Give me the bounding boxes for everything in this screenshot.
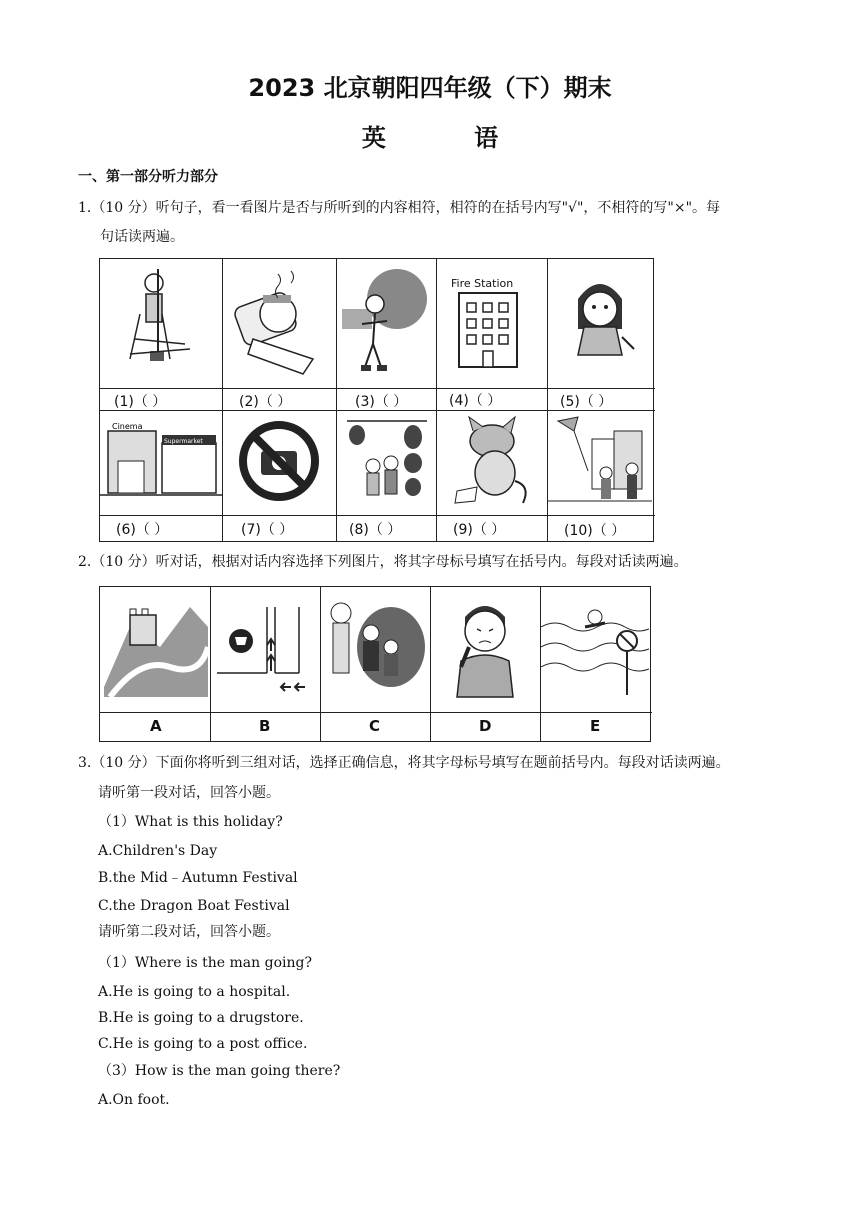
q1-instruction-line1: 1.（10 分）听句子，看一看图片是否与所听到的内容相符，相符的在括号内写"√"，不相符的写"×"。每: [78, 200, 721, 216]
q3-part2-question3: （3）How is the man going there?: [98, 1063, 341, 1079]
q1-label-cell-1: [100, 389, 223, 411]
sick-child-illustration: [223, 259, 335, 387]
q1-label-cell-4: [437, 389, 548, 411]
girl-illustration: [548, 259, 652, 387]
q1-picture-3-skating: [337, 259, 437, 389]
q1-label-6: (6)（ ）: [116, 522, 169, 538]
q1-picture-2-sick-in-bed: [223, 259, 337, 389]
family-park-illustration: [321, 587, 429, 711]
q2-label-c: C: [369, 717, 381, 735]
q2-label-cell-a: [100, 713, 211, 741]
q1-picture-grid: [99, 258, 654, 542]
q1-label-cell-8: [337, 516, 437, 541]
lanterns-children-illustration: [337, 411, 435, 515]
skating-girl-illustration: [337, 259, 435, 387]
q1-picture-1-erhu: [100, 259, 223, 389]
q2-label-cell-e: [541, 713, 652, 741]
q1-label-cell-10: [548, 516, 655, 541]
cat-illustration: [437, 411, 546, 515]
q3-part2-q1-option-a: A.He is going to a hospital.: [98, 984, 291, 1000]
q1-label-cell-5: [548, 389, 655, 411]
great-wall-illustration: [100, 587, 210, 711]
q1-picture-9-cat: [437, 411, 548, 516]
no-photo-sign-icon: [223, 411, 335, 515]
q3-part1-option-a: A.Children's Day: [98, 843, 218, 859]
street-scene-illustration: [548, 411, 652, 515]
q1-picture-5-girl: [548, 259, 655, 389]
q1-label-3: (3)（ ）: [355, 394, 408, 410]
q2-label-b: B: [259, 717, 271, 735]
fire-station-sign: Fire Station: [451, 277, 514, 290]
cinema-sign: Cinema: [112, 422, 143, 431]
q1-label-2: (2)（ ）: [239, 394, 292, 410]
q3-part1-option-c: C.the Dragon Boat Festival: [98, 898, 290, 914]
cinema-supermarket-illustration: [100, 411, 222, 515]
erhu-player-illustration: [100, 259, 222, 387]
q2-picture-b-map: [211, 587, 321, 713]
q2-picture-d-sick-boy: [431, 587, 541, 713]
q3-part2-q1-option-b: B.He is going to a drugstore.: [98, 1010, 304, 1026]
q1-label-9: (9)（ ）: [453, 522, 506, 538]
q1-label-cell-2: [223, 389, 337, 411]
q3-part2-q1-option-c: C.He is going to a post office.: [98, 1036, 308, 1052]
q1-picture-6-cinema-supermarket: [100, 411, 223, 516]
q3-part2-question1: （1）Where is the man going?: [98, 955, 312, 971]
q3-part2-intro: 请听第二段对话，回答小题。: [98, 924, 280, 940]
q2-label-d: D: [479, 717, 492, 735]
q1-picture-8-lanterns: [337, 411, 437, 516]
q1-instruction-line2: 句话读两遍。: [100, 229, 184, 245]
subject-title: 英 语: [361, 124, 539, 152]
q1-picture-10-street: [548, 411, 655, 516]
page-title: 2023 北京朝阳四年级（下）期末: [248, 74, 612, 102]
no-swimming-illustration: [541, 587, 649, 711]
fire-station-illustration: [437, 259, 546, 387]
supermarket-sign: Supermarket: [164, 438, 203, 445]
q3-part1-option-b: B.the Mid﹣Autumn Festival: [98, 870, 298, 886]
q1-label-5: (5)（ ）: [560, 394, 613, 410]
q3-part1-intro: 请听第一段对话，回答小题。: [98, 785, 280, 801]
q2-picture-c-zoo: [321, 587, 431, 713]
section-heading: 一、第一部分听力部分: [78, 169, 218, 185]
q2-label-e: E: [590, 717, 601, 735]
q2-label-a: A: [150, 717, 162, 735]
q1-label-cell-7: [223, 516, 337, 541]
q1-label-8: (8)（ ）: [349, 522, 402, 538]
q3-part2-q3-option-a: A.On foot.: [98, 1092, 170, 1108]
q1-label-cell-3: [337, 389, 437, 411]
q1-label-cell-6: [100, 516, 223, 541]
supermarket-map-icon: [211, 587, 319, 711]
q1-picture-4-fire-station: [437, 259, 548, 389]
q3-instruction: 3.（10 分）下面你将听到三组对话，选择正确信息，将其字母标号填写在题前括号内。每段对话读两遍。: [78, 755, 730, 771]
q2-label-cell-d: [431, 713, 541, 741]
q1-label-1: (1)（ ）: [114, 394, 167, 410]
q1-label-10: (10)（ ）: [564, 523, 626, 539]
q1-picture-7-no-photo: [223, 411, 337, 516]
q2-picture-grid: [99, 586, 651, 742]
q3-part1-question: （1）What is this holiday?: [98, 814, 283, 830]
q1-label-cell-9: [437, 516, 548, 541]
q2-picture-e-swimming: [541, 587, 652, 713]
q2-label-cell-b: [211, 713, 321, 741]
sick-boy-illustration: [431, 587, 539, 711]
q2-label-cell-c: [321, 713, 431, 741]
q2-picture-a-great-wall: [100, 587, 211, 713]
q1-label-4: (4)（ ）: [449, 393, 502, 409]
q2-instruction: 2.（10 分）听对话，根据对话内容选择下列图片，将其字母标号填写在括号内。每段对话读两遍。: [78, 554, 688, 570]
q1-label-7: (7)（ ）: [241, 522, 294, 538]
